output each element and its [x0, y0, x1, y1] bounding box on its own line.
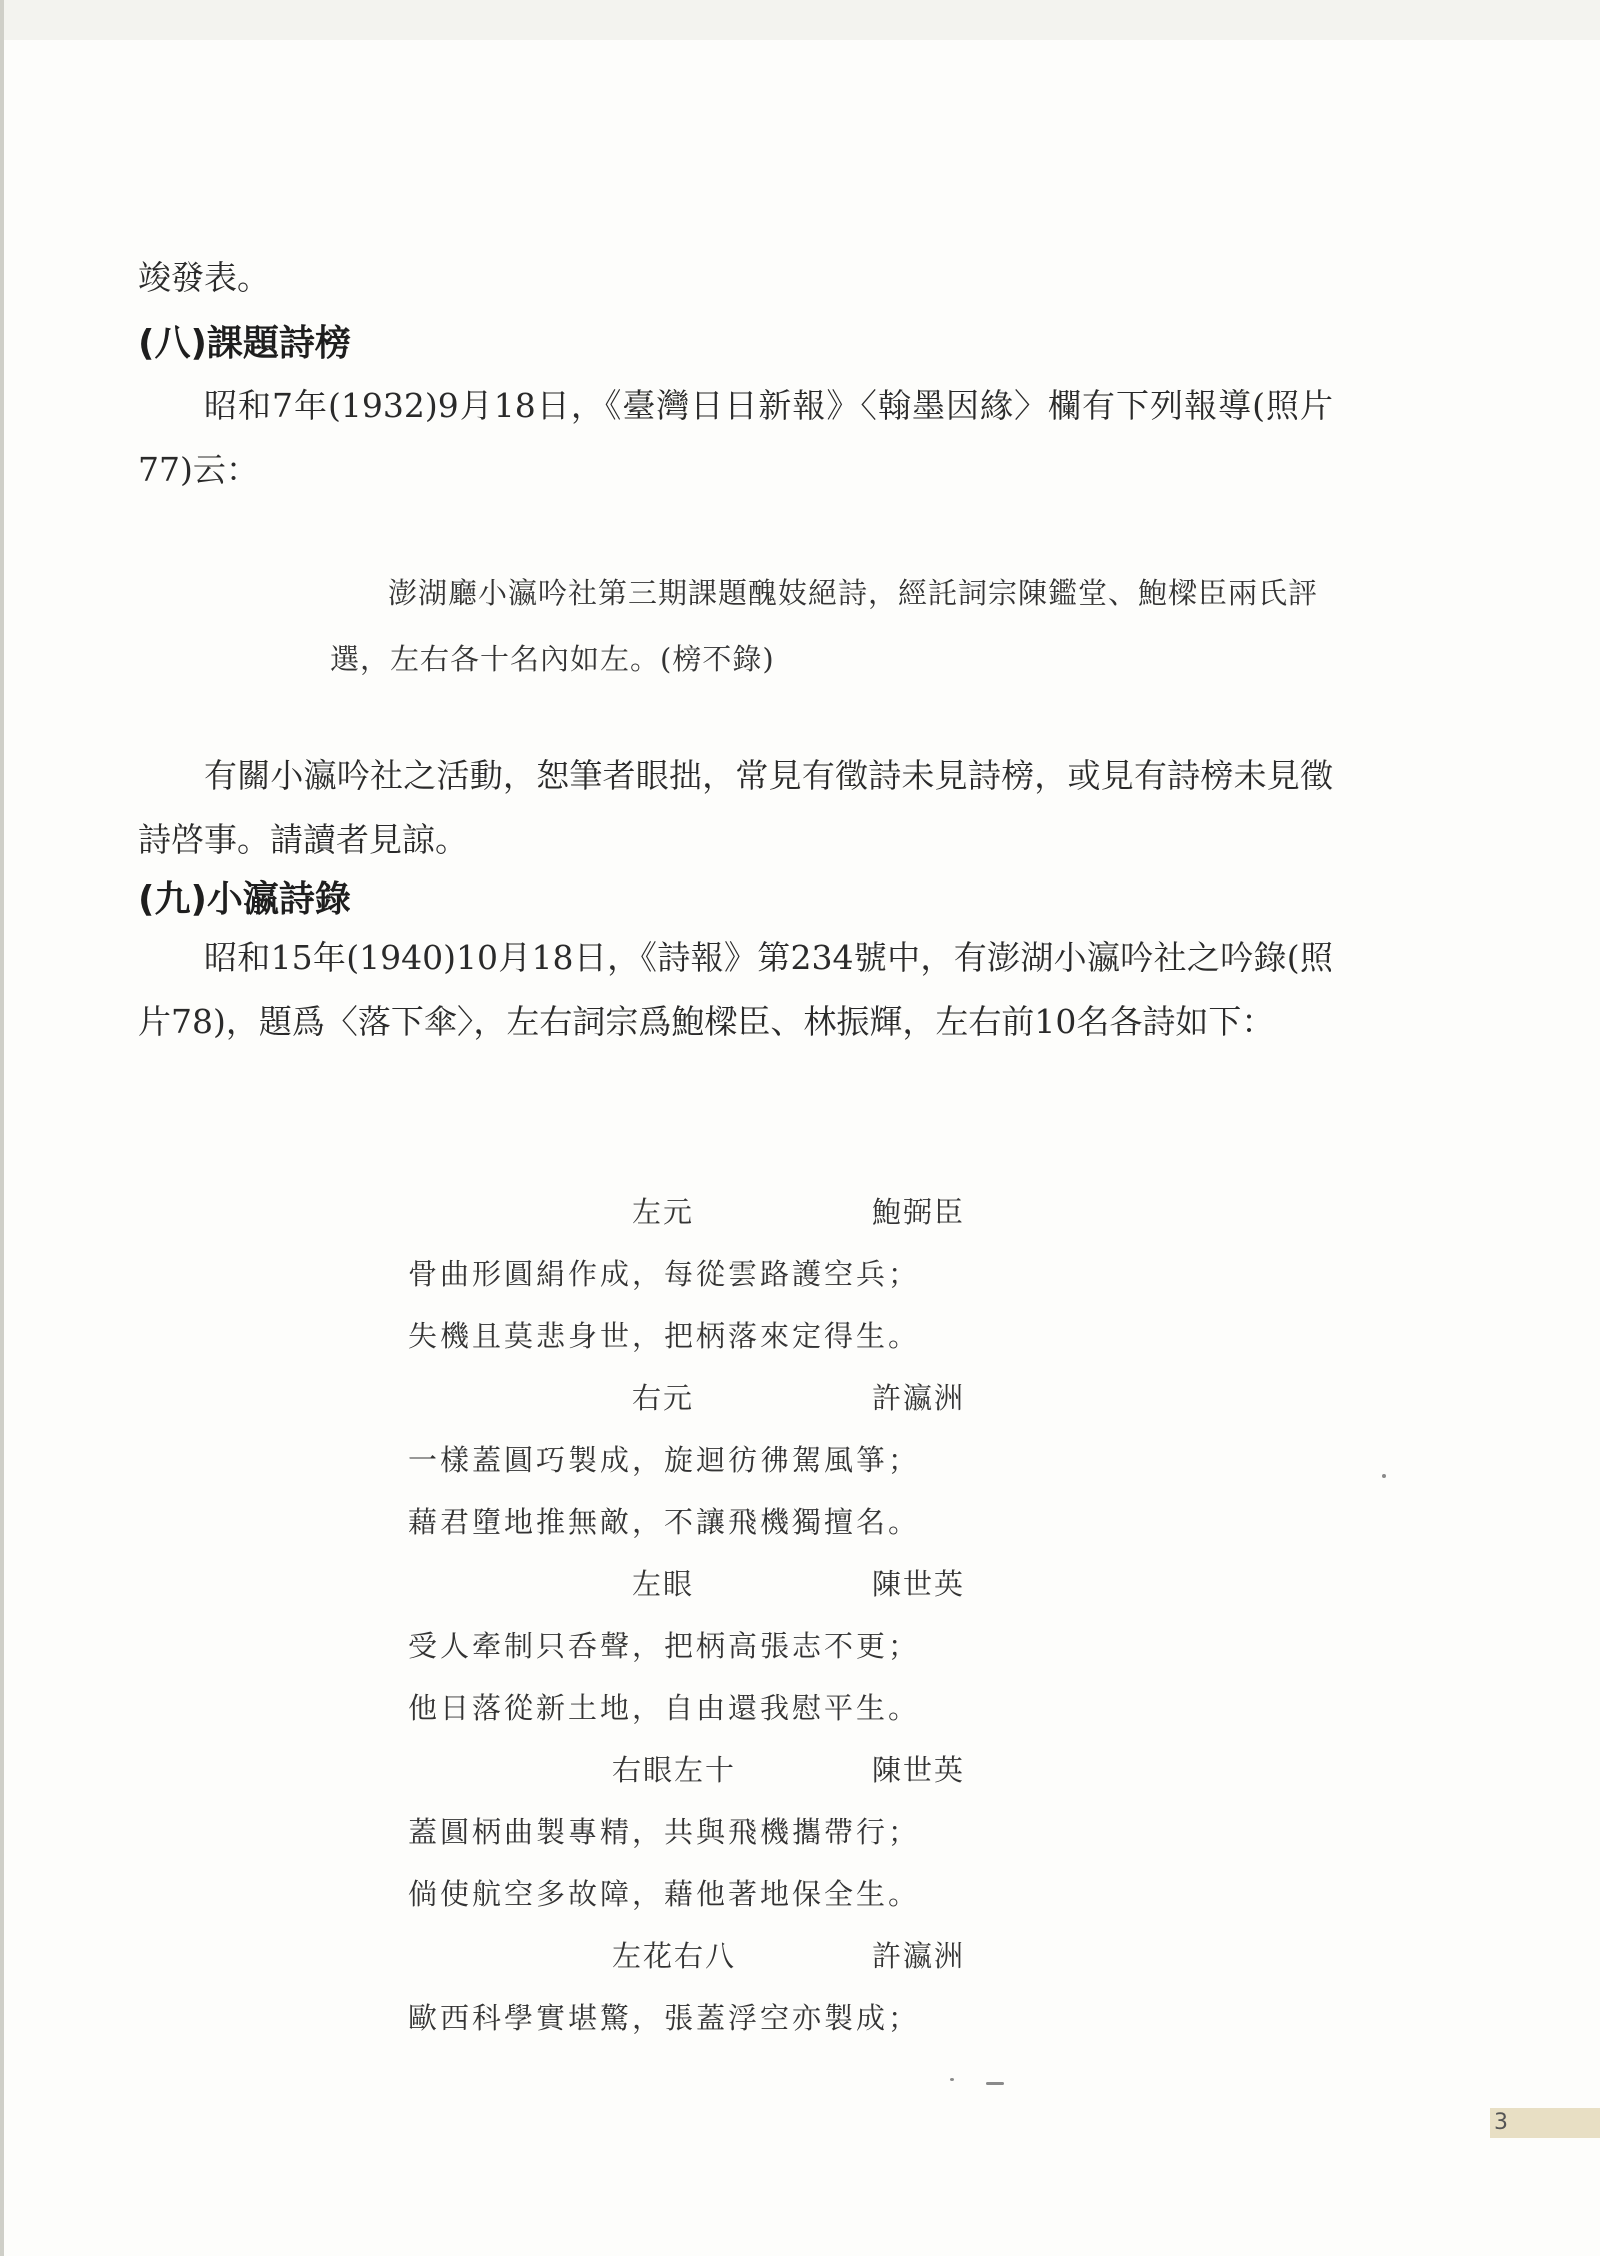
poem-author: 陳世英 [872, 1567, 966, 1601]
section-9-heading: (九)小瀛詩錄 [138, 879, 351, 920]
newspaper-quote: 澎湖廳小瀛吟社第三期課題醜妓絕詩，經託詞宗陳鑑堂、鮑樑臣兩氏評選，左右各十名內如左。(榜不錄) [330, 576, 1319, 676]
section-9-paragraph-1: 昭和15年(1940)10月18日，《詩報》第234號中，有澎湖小瀛吟社之吟錄(照片78)，題爲〈落下傘〉，左右詞宗爲鮑樑臣、林振輝，左右前10名各詩如下： [138, 938, 1333, 1041]
poem-line: 骨曲形圓絹作成，每從雲路護空兵； [408, 1257, 921, 1291]
poem-line: 倘使航空多故障，藉他著地保全生。 [408, 1877, 921, 1911]
poem-author: 鮑弼臣 [872, 1195, 966, 1229]
scan-speck [986, 2082, 1004, 2085]
poem-line: 他日落從新土地，自由還我慰平生。 [408, 1691, 921, 1725]
poem-line: 蓋圓柄曲製專精，共與飛機攜帶行； [408, 1815, 921, 1849]
poem-author: 許瀛洲 [872, 1939, 966, 1973]
scan-speck [1382, 1474, 1386, 1478]
page-number: 3 [1490, 2108, 1600, 2138]
poem-line: 藉君墮地推無敵，不讓飛機獨擅名。 [408, 1505, 921, 1539]
intro-tail-text: 竣發表。 [138, 258, 270, 297]
section-8-paragraph-2: 有關小瀛吟社之活動，恕筆者眼拙，常見有徵詩未見詩榜，或見有詩榜未見徵詩啓事。請讀者見諒。 [138, 756, 1333, 859]
poem-rank: 左花右八 [612, 1939, 737, 1973]
section-8-paragraph-1: 昭和7年(1932)9月18日，《臺灣日日新報》〈翰墨因緣〉欄有下列報導(照片77)云： [138, 386, 1333, 489]
poem-author: 陳世英 [872, 1753, 966, 1787]
scan-speck [950, 2078, 954, 2081]
poem-line: 歐西科學實堪驚，張蓋浮空亦製成； [408, 2001, 921, 2035]
poem-author: 許瀛洲 [872, 1381, 966, 1415]
poem-line: 失機且莫悲身世，把柄落來定得生。 [408, 1319, 921, 1353]
poem-line: 受人牽制只呑聲，把柄高張志不更； [408, 1629, 921, 1663]
poem-rank: 右元 [632, 1381, 695, 1415]
poem-rank: 左眼 [632, 1567, 695, 1601]
poem-line: 一樣蓋圓巧製成，旋迴彷彿駕風箏； [408, 1443, 921, 1477]
poem-rank: 右眼左十 [612, 1753, 737, 1787]
section-8-heading: (八)課題詩榜 [138, 323, 351, 364]
poem-rank: 左元 [632, 1195, 695, 1229]
